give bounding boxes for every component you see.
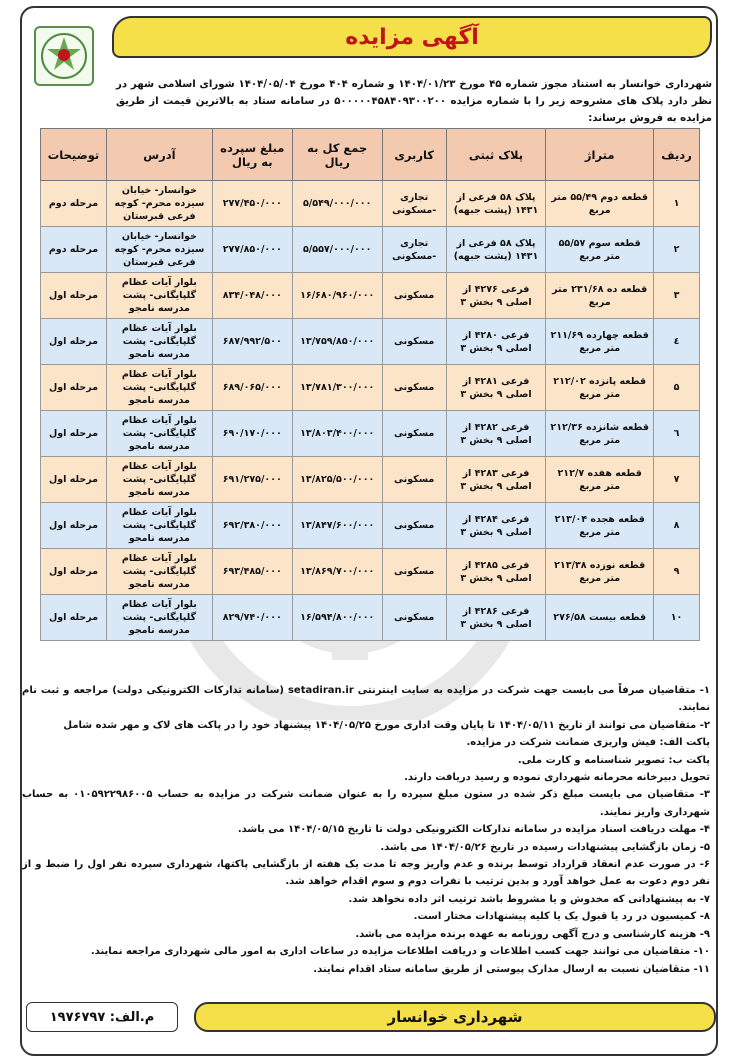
cell-total: ۱۳/۷۸۱/۳۰۰/۰۰۰: [292, 365, 382, 411]
cell-use: مسکونی: [382, 273, 446, 319]
cell-row: ٦: [654, 411, 700, 457]
cell-use: تجاری -مسکونی: [382, 181, 446, 227]
condition-item: ۳- متقاضیان می بایست مبلغ ذکر شده در ستون مبلغ سپرده را به عنوان ضمانت شرکت در مزایده به حساب ۰۱۰۵۹۲۲۹۸۶۰۰۵ به حساب شهرداری واریز نمایند.: [22, 789, 711, 818]
table-row: [41, 503, 700, 549]
cell-row: ۸: [654, 503, 700, 549]
cell-total: ۵/۵۵۷/۰۰۰/۰۰۰: [292, 227, 382, 273]
cell-notes: مرحله دوم: [41, 227, 107, 273]
table-row: [41, 411, 700, 457]
cell-total: ۱۳/۷۵۹/۸۵۰/۰۰۰: [292, 319, 382, 365]
cell-area: قطعه چهارده ۲۱۱/۶۹ متر مربع: [546, 319, 654, 365]
cell-notes: مرحله اول: [41, 319, 107, 365]
header-notes: توضیحات: [41, 129, 107, 181]
cell-plaque: فرعی ۴۲۸۵ از اصلی ۹ بخش ۳: [446, 549, 546, 595]
cell-address: خوانسار- خیابان سیزده محرم- کوچه فرعی قبرستان: [107, 227, 213, 273]
cell-address: بلوار آیات عظام گلپایگانی- پشت مدرسه نامجو: [107, 503, 213, 549]
cell-deposit: ۲۷۷/۴۵۰/۰۰۰: [212, 181, 292, 227]
cell-plaque: پلاک ۵۸ فرعی از ۱۴۳۱ (پشت جبهه): [446, 227, 546, 273]
table-row: [41, 595, 700, 641]
cell-row: ۵: [654, 365, 700, 411]
condition-item: ۱۱- متقاضیان نسبت به ارسال مدارک پیوستی از طریق سامانه ستاد اقدام نمایند.: [313, 963, 710, 975]
title-banner: [112, 16, 712, 58]
cell-use: مسکونی: [382, 503, 446, 549]
cell-area: قطعه هفده ۲۱۲/۷ متر مربع: [546, 457, 654, 503]
cell-plaque: فرعی ۴۲۸۰ از اصلی ۹ بخش ۳: [446, 319, 546, 365]
table-row: [41, 273, 700, 319]
conditions-list: [22, 682, 710, 978]
cell-use: مسکونی: [382, 365, 446, 411]
header-total: جمع کل به ریال: [292, 129, 382, 181]
footer: [26, 1002, 716, 1038]
cell-use: تجاری -مسکونی: [382, 227, 446, 273]
cell-plaque: فرعی ۴۲۸۲ از اصلی ۹ بخش ۳: [446, 411, 546, 457]
cell-address: بلوار آیات عظام گلپایگانی- پشت مدرسه نامجو: [107, 549, 213, 595]
cell-plaque: پلاک ۵۸ فرعی از ۱۴۳۱ (پشت جبهه): [446, 181, 546, 227]
cell-use: مسکونی: [382, 457, 446, 503]
cell-area: قطعه دوم ۵۵/۴۹ متر مربع: [546, 181, 654, 227]
cell-area: قطعه بیست ۲۷۶/۵۸: [546, 595, 654, 641]
cell-use: مسکونی: [382, 319, 446, 365]
condition-item: ۷- به پیشنهاداتی که مخدوش و یا مشروط باشد ترتیب اثر داده نخواهد شد.: [348, 893, 710, 905]
cell-row: ۹: [654, 549, 700, 595]
cell-use: مسکونی: [382, 595, 446, 641]
header-deposit: مبلغ سپرده به ریال: [212, 129, 292, 181]
cell-plaque: فرعی ۴۲۸۳ از اصلی ۹ بخش ۳: [446, 457, 546, 503]
cell-row: ۱۰: [654, 595, 700, 641]
page-title: آگهی مزایده: [345, 24, 479, 50]
cell-total: ۱۳/۸۴۷/۶۰۰/۰۰۰: [292, 503, 382, 549]
cell-notes: مرحله اول: [41, 457, 107, 503]
auction-table: [40, 128, 700, 641]
cell-total: ۱۳/۸۰۳/۴۰۰/۰۰۰: [292, 411, 382, 457]
cell-deposit: ۶۹۲/۳۸۰/۰۰۰: [212, 503, 292, 549]
cell-plaque: فرعی ۴۲۸۱ از اصلی ۹ بخش ۳: [446, 365, 546, 411]
cell-use: مسکونی: [382, 549, 446, 595]
cell-area: قطعه شانزده ۲۱۲/۳۶ متر مربع: [546, 411, 654, 457]
cell-notes: مرحله دوم: [41, 181, 107, 227]
cell-deposit: ۶۸۷/۹۹۲/۵۰۰: [212, 319, 292, 365]
condition-item: ۵- زمان بازگشایی پیشنهادات رسیده در تاریخ ۱۴۰۴/۰۵/۲۶ می باشد.: [380, 841, 710, 853]
municipality-logo-icon: [34, 26, 94, 86]
table-row: [41, 549, 700, 595]
cell-row: ٤: [654, 319, 700, 365]
cell-address: بلوار آیات عظام گلپایگانی- پشت مدرسه نامجو: [107, 273, 213, 319]
cell-total: ۵/۵۴۹/۰۰۰/۰۰۰: [292, 181, 382, 227]
cell-notes: مرحله اول: [41, 273, 107, 319]
header-area: متراژ: [546, 129, 654, 181]
cell-total: ۱۳/۸۶۹/۷۰۰/۰۰۰: [292, 549, 382, 595]
cell-plaque: فرعی ۴۲۷۶ از اصلی ۹ بخش ۳: [446, 273, 546, 319]
cell-row: ۳: [654, 273, 700, 319]
condition-item: تحویل دبیرخانه محرمانه شهرداری نموده و رسید دریافت دارند.: [404, 772, 710, 784]
cell-area: قطعه هجده ۲۱۳/۰۴ متر مربع: [546, 503, 654, 549]
cell-row: ۲: [654, 227, 700, 273]
cell-total: ۱۶/۵۹۴/۸۰۰/۰۰۰: [292, 595, 382, 641]
table-row: [41, 457, 700, 503]
header-plaque: پلاک ثبتی: [446, 129, 546, 181]
cell-address: بلوار آیات عظام گلپایگانی- پشت مدرسه نامجو: [107, 595, 213, 641]
cell-plaque: فرعی ۴۲۸۶ از اصلی ۹ بخش ۳: [446, 595, 546, 641]
cell-deposit: ۲۷۷/۸۵۰/۰۰۰: [212, 227, 292, 273]
condition-item: ۱- متقاضیان صرفاً می بایست جهت شرکت در مزایده به سایت اینترنتی setadiran.ir (سامانه تدارکات الکترونیکی دولت) مراجعه و ثبت نام نمایند.: [22, 685, 710, 714]
cell-deposit: ۶۹۳/۴۸۵/۰۰۰: [212, 549, 292, 595]
ad-code: م.الف: ۱۹۷۶۷۹۷: [49, 1009, 155, 1025]
header-address: آدرس: [107, 129, 213, 181]
cell-deposit: ۸۳۴/۰۴۸/۰۰۰: [212, 273, 292, 319]
condition-item: ۲- متقاضیان می توانند از تاریخ ۱۴۰۴/۰۵/۱۱ تا پایان وقت اداری مورخ ۱۴۰۴/۰۵/۲۵ پیشنهاد خود را در پاکت های لاک و مهر شده شامل: [63, 719, 710, 731]
header-row-number: ردیف: [654, 129, 700, 181]
table-row: [41, 319, 700, 365]
cell-row: ۷: [654, 457, 700, 503]
cell-notes: مرحله اول: [41, 549, 107, 595]
table-body: [41, 181, 700, 641]
organization-name: شهرداری خوانسار: [387, 1008, 523, 1026]
cell-deposit: ۶۸۹/۰۶۵/۰۰۰: [212, 365, 292, 411]
cell-address: بلوار آیات عظام گلپایگانی- پشت مدرسه نامجو: [107, 411, 213, 457]
cell-row: ۱: [654, 181, 700, 227]
cell-address: خوانسار- خیابان سیزده محرم- کوچه فرعی قبرستان: [107, 181, 213, 227]
cell-address: بلوار آیات عظام گلپایگانی- پشت مدرسه نامجو: [107, 457, 213, 503]
cell-use: مسکونی: [382, 411, 446, 457]
footer-banner: [194, 1002, 716, 1032]
cell-plaque: فرعی ۴۲۸۴ از اصلی ۹ بخش ۳: [446, 503, 546, 549]
cell-notes: مرحله اول: [41, 595, 107, 641]
ad-code-box: [26, 1002, 178, 1032]
cell-deposit: ۸۲۹/۷۴۰/۰۰۰: [212, 595, 292, 641]
cell-area: قطعه پانزده ۲۱۲/۰۲ متر مربع: [546, 365, 654, 411]
cell-area: قطعه سوم ۵۵/۵۷ متر مربع: [546, 227, 654, 273]
table-row: [41, 181, 700, 227]
cell-area: قطعه ده ۲۳۱/۶۸ متر مربع: [546, 273, 654, 319]
condition-item: پاکت ب: تصویر شناسنامه و کارت ملی.: [517, 754, 710, 766]
intro-paragraph: شهرداری خوانسار به استناد مجوز شماره ۴۵ مورخ ۱۴۰۴/۰۱/۲۳ و شماره ۴۰۴ مورخ ۱۴۰۴/۰۵/۰۴ شورای اسلامی شهر در نظر دارد پلاک های مشروحه زیر را با شماره مزایده ۵۰۰۰۰۰۴۵۸۴۰۹۳۰۰۲۰۰ در سامانه ستاد به بالاترین قیمت از طریق مزایده به فروش برساند:: [116, 79, 712, 124]
cell-area: قطعه نوزده ۲۱۳/۳۸ متر مربع: [546, 549, 654, 595]
condition-item: ۸- کمیسیون در رد یا قبول یک یا کلیه پیشنهادات مختار است.: [413, 911, 710, 923]
condition-item: پاکت الف: فیش واریزی ضمانت شرکت در مزایده.: [466, 737, 710, 749]
condition-item: ۶- در صورت عدم انعقاد قرارداد توسط برنده و عدم واریز وجه تا مدت یک هفته از بازگشایی پاکتها، شهرداری سپرده نفر اول را ضبط و از نفر دوم دعوت به عمل خواهد آورد و بدین ترتیب با نفرات دوم و سوم اقدام خواهد شد.: [22, 859, 710, 888]
cell-notes: مرحله اول: [41, 503, 107, 549]
cell-deposit: ۶۹۱/۲۷۵/۰۰۰: [212, 457, 292, 503]
cell-notes: مرحله اول: [41, 411, 107, 457]
condition-item: ۹- هزینه کارشناسی و درج آگهی روزنامه به عهده برنده مزایده می باشد.: [355, 928, 710, 940]
cell-address: بلوار آیات عظام گلپایگانی- پشت مدرسه نامجو: [107, 365, 213, 411]
condition-item: ۱۰- متقاضیان می توانند جهت کسب اطلاعات و دریافت اطلاعات مزایده در ساعات اداری به امور مالی شهرداری مراجعه نمایند.: [90, 946, 710, 958]
cell-notes: مرحله اول: [41, 365, 107, 411]
table-header-row: [41, 129, 700, 181]
table-row: [41, 365, 700, 411]
condition-item: ۴- مهلت دریافت اسناد مزایده در سامانه تدارکات الکترونیکی دولت تا تاریخ ۱۴۰۴/۰۵/۱۵ می باشد.: [237, 824, 710, 836]
cell-address: بلوار آیات عظام گلپایگانی- پشت مدرسه نامجو: [107, 319, 213, 365]
table-row: [41, 227, 700, 273]
cell-total: ۱۳/۸۲۵/۵۰۰/۰۰۰: [292, 457, 382, 503]
cell-deposit: ۶۹۰/۱۷۰/۰۰۰: [212, 411, 292, 457]
cell-total: ۱۶/۶۸۰/۹۶۰/۰۰۰: [292, 273, 382, 319]
header-use: کاربری: [382, 129, 446, 181]
